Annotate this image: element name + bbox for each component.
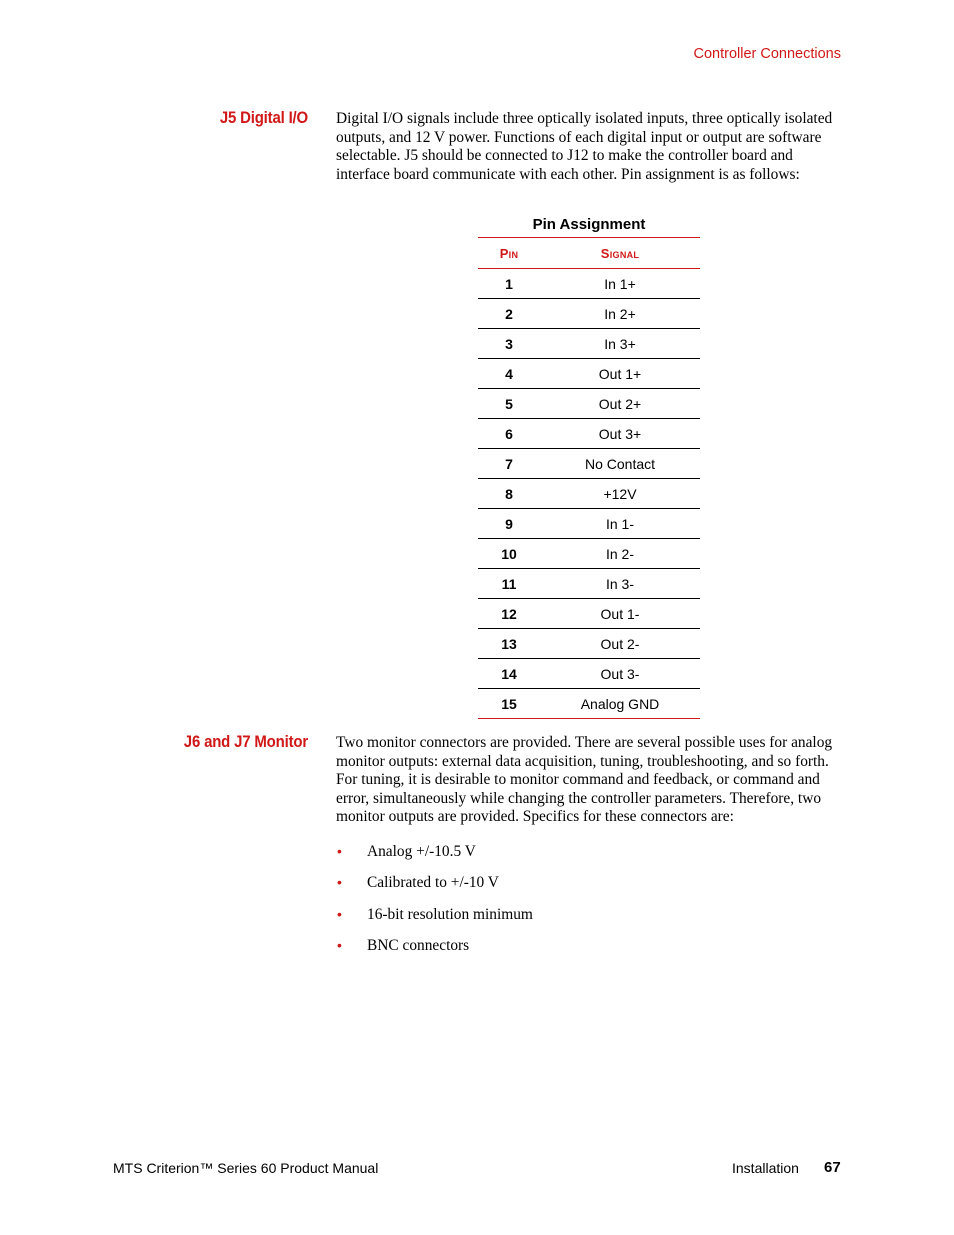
table-body (478, 269, 700, 719)
signal-name: Out 3- (540, 659, 700, 689)
table-row (478, 599, 700, 629)
page-number: 67 (824, 1159, 841, 1176)
pin-number: 5 (478, 389, 540, 419)
pin-number: 4 (478, 359, 540, 389)
table-row (478, 299, 700, 329)
table-header-row (478, 238, 700, 269)
table-row (478, 689, 700, 719)
pin-number: 7 (478, 449, 540, 479)
signal-name: In 3- (540, 569, 700, 599)
signal-name: +12V (540, 479, 700, 509)
pin-number: 1 (478, 269, 540, 299)
signal-name: Out 3+ (540, 419, 700, 449)
bullet-icon: • (337, 874, 342, 891)
table-row (478, 629, 700, 659)
signal-name: Out 1+ (540, 359, 700, 389)
signal-name: In 1+ (540, 269, 700, 299)
table-row (478, 389, 700, 419)
section-body-j6-j7: Two monitor connectors are provided. There are several possible uses for analog monitor outputs: external data acquisition, tuning, troubleshooting, and so forth. For tuning, it is desirable to monitor command and feedback, or command and error, simultaneously while changing the controller parameters. Therefore, two monitor outputs are provided. Specifics for these connectors are: (336, 734, 833, 826)
footer-manual-title: MTS Criterion™ Series 60 Product Manual (113, 1160, 379, 1176)
signal-name: In 2- (540, 539, 700, 569)
pin-number: 13 (478, 629, 540, 659)
list-item-text: BNC connectors (367, 936, 470, 954)
column-header-signal: Signal (540, 238, 700, 269)
pin-assignment-table (478, 214, 700, 719)
table-row (478, 569, 700, 599)
table-row (478, 419, 700, 449)
table-row (478, 509, 700, 539)
list-item (336, 873, 533, 904)
signal-name: In 2+ (540, 299, 700, 329)
list-item-text: 16-bit resolution minimum (367, 905, 533, 923)
signal-name: No Contact (540, 449, 700, 479)
list-item-text: Analog +/-10.5 V (367, 843, 476, 860)
list-item (336, 936, 533, 967)
pin-number: 10 (478, 539, 540, 569)
section-heading-j5: J5 Digital I/O (219, 108, 308, 127)
list-item (336, 842, 533, 873)
pin-number: 6 (478, 419, 540, 449)
signal-name: In 3+ (540, 329, 700, 359)
pin-number: 8 (478, 479, 540, 509)
list-item (336, 905, 533, 936)
table-row (478, 479, 700, 509)
bullet-icon: • (337, 905, 342, 922)
table-row (478, 449, 700, 479)
column-header-pin: Pin (478, 238, 540, 269)
list-item-text: Calibrated to +/-10 V (367, 874, 499, 892)
pin-number: 2 (478, 299, 540, 329)
table-row (478, 659, 700, 689)
table-row (478, 269, 700, 299)
signal-name: Out 2- (540, 629, 700, 659)
signal-name: Out 1- (540, 599, 700, 629)
signal-name: Out 2+ (540, 389, 700, 419)
pin-number: 11 (478, 569, 540, 599)
pin-number: 15 (478, 689, 540, 719)
bullet-icon: • (337, 936, 342, 953)
table-title: Pin Assignment (478, 214, 700, 238)
section-heading-j6-j7: J6 and J7 Monitor (183, 732, 308, 751)
pin-table (478, 238, 700, 719)
pin-number: 3 (478, 329, 540, 359)
monitor-specs-list (336, 842, 533, 967)
signal-name: Analog GND (540, 689, 700, 719)
table-row (478, 329, 700, 359)
pin-number: 9 (478, 509, 540, 539)
running-head: Controller Connections (693, 46, 841, 62)
table-row (478, 539, 700, 569)
signal-name: In 1- (540, 509, 700, 539)
table-row (478, 359, 700, 389)
section-body-j5: Digital I/O signals include three optically isolated inputs, three optically isolated outputs, and 12 V power. Functions of each digital input or output are software selectable. J5 should be connected to J12 to make the controller board and interface board communicate with each other. Pin assignment is as follows: (336, 110, 833, 183)
pin-number: 12 (478, 599, 540, 629)
footer-section-name: Installation (732, 1160, 799, 1176)
bullet-icon: • (337, 843, 342, 859)
pin-number: 14 (478, 659, 540, 689)
